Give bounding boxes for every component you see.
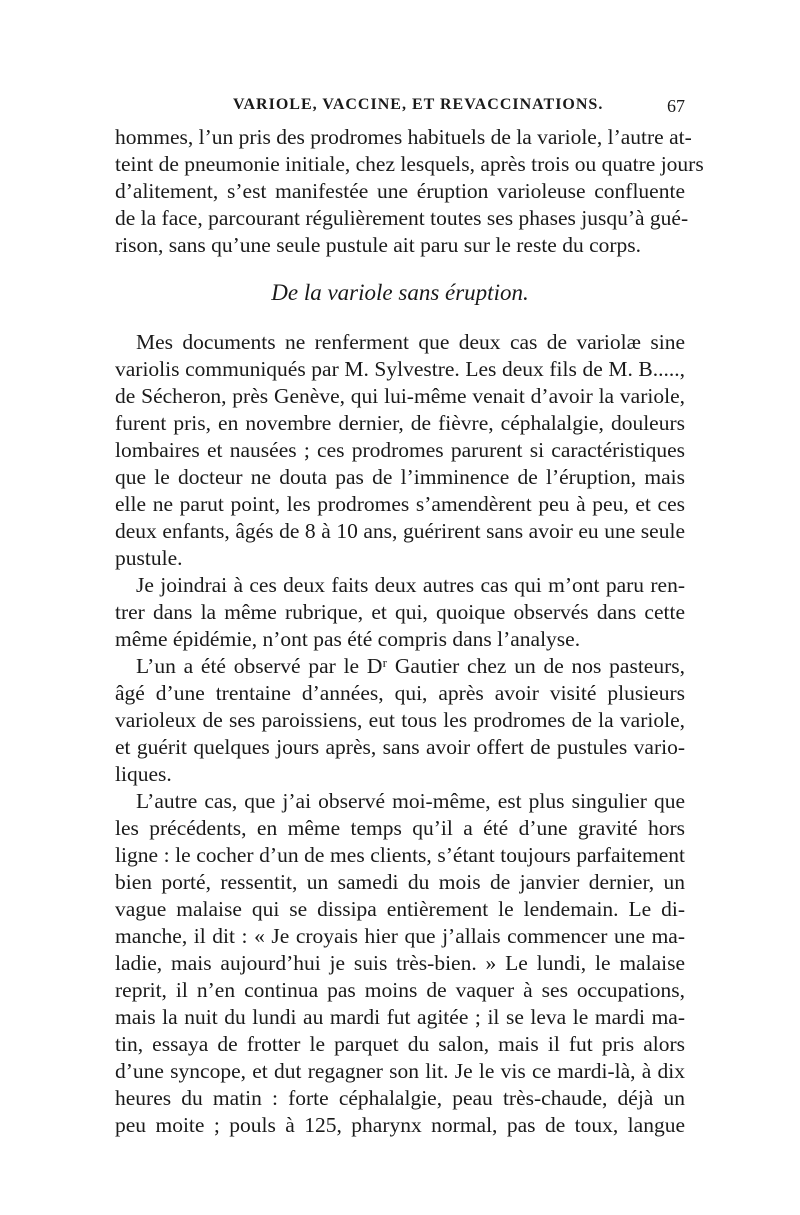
text-line: mais la nuit du lundi au mardi fut agitée ; il se leva le mardi ma- (115, 1005, 685, 1029)
text-line: et guérit quelques jours après, sans avoir offert de pustules vario- (115, 735, 685, 759)
text-line: liques. (115, 762, 172, 786)
text-line: elle ne parut point, les prodromes s’amendèrent peu à peu, et ces (115, 492, 685, 516)
running-header (115, 96, 685, 120)
text-line: ladie, mais aujourd’hui je suis très-bien. » Le lundi, le malaise (115, 951, 685, 975)
paragraph (115, 653, 685, 788)
text-line: d’une syncope, et dut regagner son lit. Je le vis ce mardi-là, à dix (115, 1059, 685, 1083)
text-line: hommes, l’un pris des prodromes habituels de la variole, l’autre at- (115, 125, 692, 149)
text-line: varioleux de ses paroissiens, eut tous les prodromes de la variole, (115, 708, 685, 732)
text-line: bien porté, ressentit, un samedi du mois de janvier dernier, un (115, 870, 685, 894)
text-line: furent pris, en novembre dernier, de fièvre, céphalalgie, douleurs (115, 411, 685, 435)
text-line: que le docteur ne douta pas de l’imminence de l’éruption, mais (115, 465, 685, 489)
paragraph (115, 788, 685, 1139)
text-line: deux enfants, âgés de 8 à 10 ans, guérirent sans avoir eu une seule (115, 519, 685, 543)
text-line: trer dans la même rubrique, et qui, quoique observés dans cette (115, 600, 685, 624)
text-line: rison, sans qu’une seule pustule ait paru sur le reste du corps. (115, 233, 642, 257)
text-line: L’un a été observé par le Dʳ Gautier chez un de nos pasteurs, (136, 654, 685, 678)
text-line: âgé d’une trentaine d’années, qui, après avoir visité plusieurs (115, 681, 685, 705)
page-number: 67 (667, 96, 685, 116)
text-line: de la face, parcourant régulièrement toutes ses phases jusqu’à gué- (115, 206, 689, 230)
body-text (115, 124, 704, 1139)
text-line: L’autre cas, que j’ai observé moi-même, est plus singulier que (136, 789, 685, 813)
text-line: peu moite ; pouls à 125, pharynx normal, pas de toux, langue (115, 1113, 685, 1137)
text-line: lombaires et nausées ; ces prodromes parurent si caractéristiques (115, 438, 685, 462)
continued-paragraph (115, 124, 704, 259)
paragraph (115, 329, 685, 572)
text-line: Mes documents ne renferment que deux cas de variolæ sine (136, 330, 685, 354)
text-line: vague malaise qui se dissipa entièrement le lendemain. Le di- (115, 897, 685, 921)
text-line: d’alitement, s’est manifestée une éruption varioleuse confluente (115, 179, 685, 203)
text-line: variolis communiqués par M. Sylvestre. Les deux fils de M. B....., (115, 357, 685, 381)
text-line: de Sécheron, près Genève, qui lui-même venait d’avoir la variole, (115, 384, 685, 408)
text-line: Je joindrai à ces deux faits deux autres cas qui m’ont paru ren- (136, 573, 685, 597)
text-line: manche, il dit : « Je croyais hier que j’allais commencer une ma- (115, 924, 685, 948)
text-line: ligne : le cocher d’un de mes clients, s’étant toujours parfaitement (115, 843, 685, 867)
text-line: teint de pneumonie initiale, chez lesquels, après trois ou quatre jours (115, 152, 704, 176)
running-title: VARIOLE, VACCINE, ET REVACCINATIONS. (233, 96, 604, 113)
text-line: reprit, il n’en continua pas moins de vaquer à ses occupations, (115, 978, 685, 1002)
text-line: tin, essaya de frotter le parquet du salon, mais il fut pris alors (115, 1032, 685, 1056)
paragraph (115, 572, 685, 653)
text-line: pustule. (115, 546, 183, 570)
text-line: heures du matin : forte céphalalgie, peau très-chaude, déjà un (115, 1086, 685, 1110)
text-line: même épidémie, n’ont pas été compris dans l’analyse. (115, 627, 581, 651)
section-title: De la variole sans éruption. (271, 280, 529, 305)
text-line: les précédents, en même temps qu’il a été d’une gravité hors (115, 816, 685, 840)
